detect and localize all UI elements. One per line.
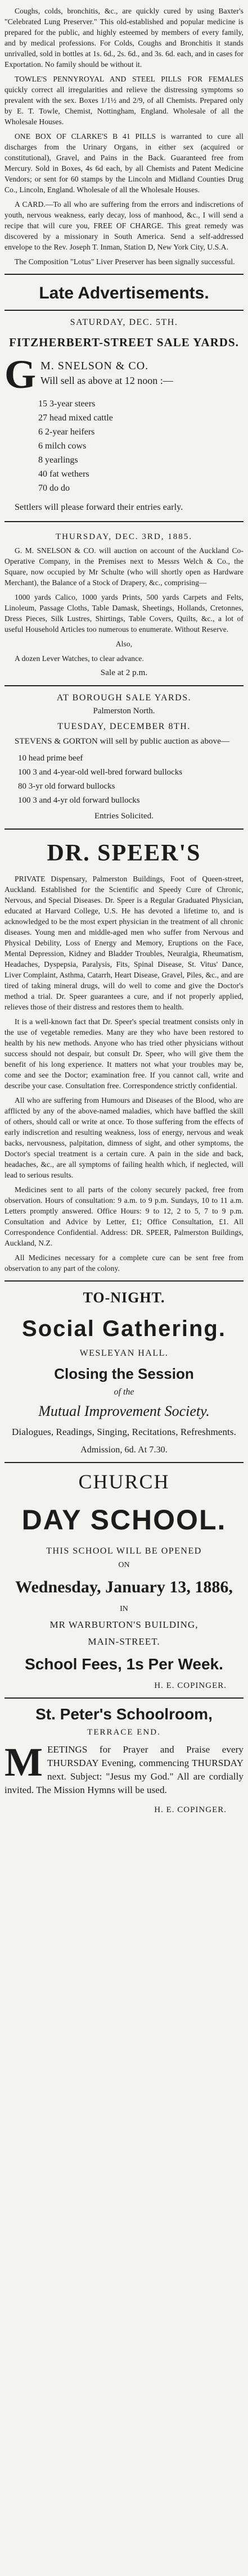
divider [4, 310, 244, 311]
list-item: 10 head prime beef [18, 754, 83, 763]
divider [4, 1462, 244, 1463]
ad-a-card: A CARD.—To all who are suffering from the errors and indiscretions of youth, nervous weakness, early decay, loss of manhood, &c., I will send a recipe that will cure you, FREE OF CHARGE. This great remedy was discovered by a missionary in South America. Send a self-addressed envelope to the Rev. Joseph T. Inman, Station D, New York City, U.S.A. [4, 200, 244, 251]
church-signature: H. E. COPINGER. [154, 1681, 227, 1690]
program: Dialogues, Readings, Singing, Recitations, Refreshments. [12, 1427, 236, 1437]
borough-heading: AT BOROUGH SALE YARDS. [56, 693, 192, 703]
society-name: Mutual Improvement Society. [38, 1403, 210, 1419]
speer-para-5: All Medicines necessary for a complete cure can be sent free from observation to any part of the colony. [4, 1253, 244, 1273]
newspaper-column [4, 0, 244, 1815]
church-heading: CHURCH [78, 1470, 170, 1493]
list-item: 15 3-year steers [38, 399, 96, 409]
day-school-heading: DAY SCHOOL. [21, 1504, 227, 1536]
list-item: 40 fat wethers [38, 469, 89, 479]
list-item: 80 3-yr old forward bullocks [18, 782, 115, 791]
ad-towle-pills: TOWLE'S PENNYROYAL AND STEEL PILLS FOR FEMALES quickly correct all irregularities and relieve the distressing symptoms so prevalent with the sex. Boxes 1/1½ and 2/9, of all Chemists. Prepared only by E. T. Towle, Chemist, Nottingham, England. Wholesale of all the Wholesale Houses. [4, 75, 244, 126]
social-gathering-heading: Social Gathering. [22, 1316, 226, 1341]
tonight-heading: TO-NIGHT. [83, 1289, 165, 1306]
ad-lotus: The Composition "Lotus" Liver Preserver has been signally successful. [15, 257, 235, 266]
stock-list [4, 397, 244, 495]
sale-venue: FITZHERBERT-STREET SALE YARDS. [9, 336, 239, 349]
list-item: 6 2-year heifers [38, 427, 95, 437]
speer-para-2: It is a well-known fact that Dr. Speer's special treatment consists only in the use of vegetable remedies. Many are they who have been restored to health by his new methods. Anyone who has tried other physicians without success should not despair, but consult Dr. Speer, who will give them the benefit of his long experience. It matters not what your troubles may be, come and see the Doctor; examination free. If you cannot call, write and describe your case. Consultation free. Correspondence strictly confidential. [4, 1017, 244, 1090]
dr-speer-heading: DR. SPEER'S [47, 840, 201, 866]
school-fees: School Fees, 1s Per Week. [25, 1655, 223, 1673]
closing-session: Closing the Session [54, 1365, 194, 1382]
borough-intro: STEVENS & GORTON will sell by public auction as above— [15, 737, 230, 746]
list-item: 27 head mixed cattle [38, 413, 113, 423]
on-label: ON [118, 1561, 130, 1569]
thursday-intro: G. M. SNELSON & CO. will auction on account of the Auckland Co-Operative Company, in the Premises next to Messrs Welch & Co., the Square, now occupied by Mr Schulte (who will shortly open as Hardware Merchant), the Balance of a Stock of Drapery, &c., comprising— [4, 546, 244, 587]
list-item: 100 3 and 4-yr old forward bullocks [18, 796, 140, 805]
borough-place: Palmerston North. [93, 707, 155, 716]
school-opened: THIS SCHOOL WILL BE OPENED [46, 1546, 202, 1556]
thursday-also: Also, [115, 640, 133, 648]
auctioneer: M. SNELSON & CO. [40, 360, 149, 372]
speer-para-1: PRIVATE Dispensary, Palmerston Buildings, Foot of Queen-street, Auckland. Established for the Scientific and Speedy Cure of Chronic, Nervous, and Special Diseases. Dr. Speer is a Regular Graduated Physician, educated at Harvard College, U.S. He has devoted a lifetime to, and is acknowledged to be the most expert physician in the treatment of all chronic diseases. Young men and middle-aged men who suffer from Nervous and Physical Debility, Loss of Energy and Memory, Eruptions on the Face, Mental Depression, Kidney and Bladder Troubles, Neuralgia, Rheumatism, Headaches, Dyspepsia, Paralysis, Fits, Spinal Disease, St. Vitus' Dance, Liver Complaint, Asthma, Catarrh, Heart Disease, Gravel, Piles, &c., and are tired of taking mineral drugs, will do well to come and give the Doctor's method a trial. Dr. Speer guarantees a cure, and if not properly applied, relieves those of their distress and restores them to health. [4, 875, 244, 1011]
sale-intro [4, 355, 244, 391]
divider [4, 274, 244, 275]
divider [4, 829, 244, 830]
ad-lung-preserver: Coughs, colds, bronchitis, &c., are quickly cured by using Baxter's "Celebrated Lung Preserver." This old-established and popular medicine is prepared for the public, and highly esteemed by members of every family, and by medical professions. For Colds, Coughs and Bronchitis it stands unrivalled, sold in bottles at 1s. 6d., 2s. 6d., and 3s. 6d. each, and in cases for Exportation. No family should be without it. [4, 7, 244, 69]
divider [4, 1280, 244, 1282]
thursday-date: THURSDAY, DEC. 3RD, 1885. [56, 532, 192, 541]
speer-para-4: Medicines sent to all parts of the colony securely packed, free from observation. Hours of consultation: 9 a.m. to 9 p.m. Sundays, 10 to 11 a.m. Letters promptly answered. Office Hours: 9 to 12, 2 to 5, 7 to 9 p.m. Consultation and Advice by Letter, £1; Office Consultation, £1. All Correspondence Confidential. Address: DR. SPEER, Palmerston Buildings, Auckland, N.Z. [4, 1185, 244, 1247]
borough-list [4, 751, 244, 808]
st-peters-heading: St. Peter's Schoolroom, [35, 1705, 213, 1723]
street: MAIN-STREET. [88, 1636, 160, 1647]
st-peters-notice [4, 1743, 244, 1801]
speer-para-3: All who are suffering from Humours and Diseases of the Blood, who are afflicted by any of the above-named maladies, which have baffled the skill of others, should call or write at once. To those suffering from the effects of early indiscretion and resulting weakness, loss of energy, nervous and weak backs, nervousness, palpitation, dimness of sight, and other symptoms, the Doctor's special treatment is a certain cure. A pain in the side and back, headaches, &c., are all symptoms of failing health which, if neglected, will lead to serious results. [4, 1096, 244, 1179]
divider [4, 1697, 244, 1699]
borough-date: TUESDAY, DECEMBER 8TH. [57, 722, 191, 731]
st-peters-body: EETINGS for Prayer and Praise every THURSDAY Evening, commencing THURSDAY next. Subject: "Jesus my God." All are cordially invited. The Mission Hymns will be used. [4, 1744, 244, 1795]
thursday-watches: A dozen Lever Watches, to clear advance. [15, 654, 144, 663]
entries-solicited: Entries Solicited. [94, 812, 154, 821]
terrace-end: TERRACE END. [87, 1728, 161, 1737]
thursday-stock: 1000 yards Calico, 1000 yards Prints, 500 yards Carpets and Felts, Linoleum, Passage Cloths, Table Damask, Sheetings, Hollands, Cretonnes, Dress Pieces, Silk Lustres, Shirtings, Table Covers, Quilts, &c., a lot of useful Household Articles too numerous to enumerate. Without Reserve. [4, 593, 244, 633]
sale-time: Will sell as above at 12 noon :— [40, 375, 173, 386]
divider [4, 685, 244, 686]
list-item: 8 yearlings [38, 455, 78, 465]
list-item: 6 milch cows [38, 441, 87, 451]
sale-date: SATURDAY, DEC. 5TH. [70, 318, 178, 327]
hall-name: WESLEYAN HALL. [79, 1348, 169, 1358]
list-item: 70 do do [38, 483, 70, 493]
thursday-sale-time: Sale at 2 p.m. [100, 668, 148, 677]
list-item: 100 3 and 4-year-old well-bred forward bullocks [18, 768, 183, 777]
in-label: IN [120, 1605, 128, 1613]
ad-clarke-pills: ONE BOX OF CLARKE'S B 41 PILLS is warranted to cure all discharges from the Urinary Organs, in either sex (acquired or constitutional), Gravel, and Pains in the Back. Guaranteed free from Mercury. Sold in Boxes, 4s 6d each, by all Chemists and Patent Medicine Vendors; or sent for 60 stamps by the Lincoln and Midland Counties Drug Co., Lincoln, England. Wholesale of all the Wholesale Houses. [4, 132, 244, 194]
admission: Admission, 6d. At 7.30. [80, 1445, 168, 1455]
building: MR WARBURTON'S BUILDING, [49, 1619, 199, 1630]
opening-date: Wednesday, January 13, 1886, [15, 1578, 233, 1596]
divider [4, 521, 244, 522]
of-the: of the [114, 1387, 134, 1397]
st-peters-signature: H. E. COPINGER. [154, 1805, 227, 1814]
settlers-note: Settlers will please forward their entries early. [15, 502, 183, 512]
dropcap: M [4, 1743, 43, 1785]
late-advertisements-heading: Late Advertisements. [39, 284, 209, 302]
dropcap: G [4, 355, 37, 391]
